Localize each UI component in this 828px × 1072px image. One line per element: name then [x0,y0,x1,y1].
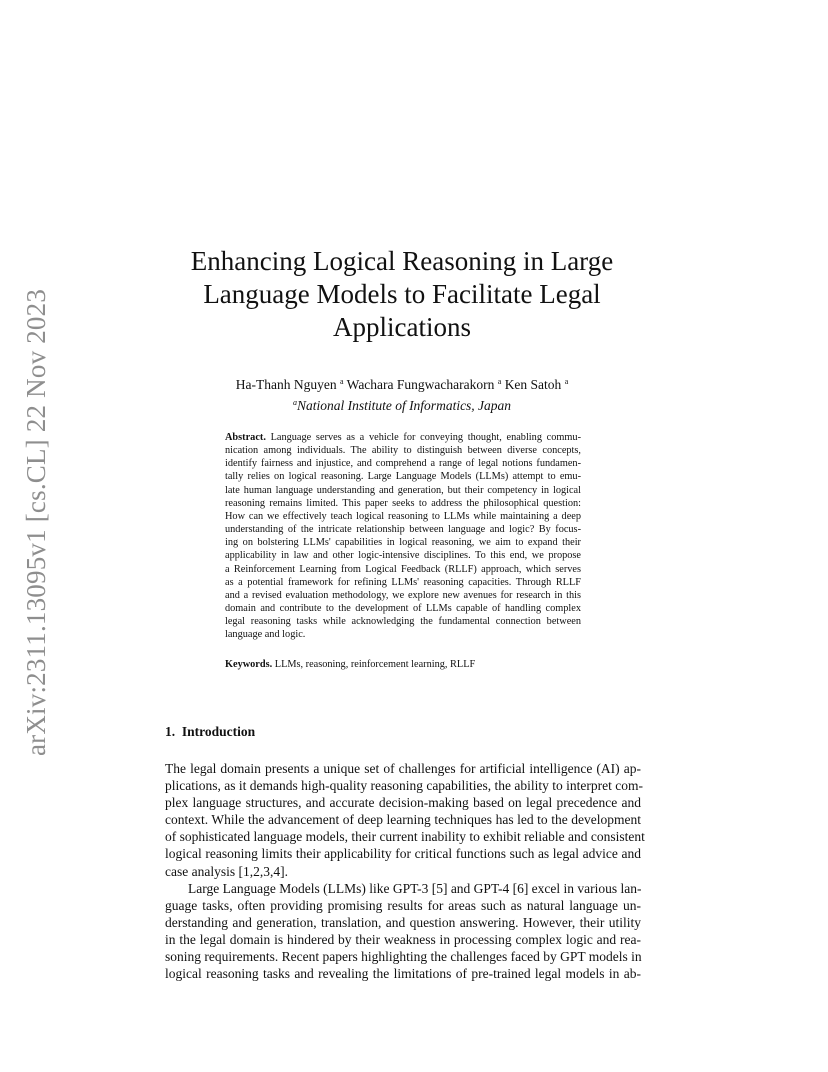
keywords-text: LLMs, reasoning, reinforcement learning, RLLF [274,659,476,670]
abstract-line: How can we effectively teach logical reasoning to LLMs while maintaining a deep [225,510,581,522]
abstract-line: tally relies on logical reasoning. Large Language Models (LLMs) attempt to emu- [225,471,581,483]
keywords [225,658,581,671]
title-line: Applications [333,312,471,342]
arxiv-stamp-text: arXiv:2311.13095v1 [cs.CL] 22 Nov 2023 [21,288,52,756]
author-affiliation-mark: a [339,377,344,386]
affiliation-mark: a [292,398,297,407]
introduction-body [165,760,645,982]
abstract-line: identify fairness and injustice, and comprehend a range of legal notions fundamen- [225,458,581,470]
section-heading [165,724,255,740]
abstract-line: a Reinforcement Learning from Logical Feedback (RLLF) approach, which serves [225,563,581,575]
section-number: 1. [165,724,176,739]
paragraph [165,760,645,880]
body-line: guage tasks, often providing promising results for areas such as natural language un- [165,897,641,913]
abstract-line: understanding of the intricate relationship between language and logic? By focus- [225,524,581,536]
title-line: Language Models to Facilitate Legal [203,279,601,309]
abstract-line: as a potential framework for refining LLMs' reasoning capacities. Through RLLF [225,576,581,588]
body-line: of sophisticated language models, their current inability to exhibit reliable and consistent [165,829,645,845]
abstract [225,431,581,642]
body-line: in the legal domain is hindered by their weakness in processing complex logic and rea- [165,931,641,947]
body-line: The legal domain presents a unique set of challenges for artificial intelligence (AI) ap- [165,761,641,776]
abstract-line: nication among individuals. The ability to distinguish between diverse concepts, [225,445,581,457]
abstract-line: and a revised evaluation methodology, we explore new avenues for research in this [225,589,581,601]
abstract-line: language and logic. [225,629,306,641]
author-affiliation-mark: a [497,377,502,386]
paper-title [140,245,664,344]
body-line: logical reasoning limits their applicability for critical functions such as legal advice and [165,846,641,862]
body-line: context. While the advancement of deep learning techniques has led to the development [165,812,641,828]
body-line: derstanding and generation, translation, and question answering. However, their utility [165,914,641,930]
author-name: Ha-Thanh Nguyen [235,377,337,392]
author-list [140,373,664,393]
affiliation-text: National Institute of Informatics, Japan [296,398,512,413]
body-line: soning requirements. Recent papers highlighting the challenges faced by GPT models in [165,949,642,965]
body-line: plications, as it demands high-quality reasoning capabilities, the ability to interpret com- [165,778,644,794]
body-line: Large Language Models (LLMs) like GPT-3 [5] and GPT-4 [6] excel in various lan- [188,880,642,896]
abstract-line [225,431,581,444]
affiliation [140,394,664,414]
author-name: Ken Satoh [504,377,562,392]
title-line: Enhancing Logical Reasoning in Large [190,246,614,276]
body-line: plex language structures, and accurate decision-making based on legal precedence and [165,795,641,811]
abstract-label: Abstract. [225,432,266,443]
author-name: Wachara Fungwacharakorn [346,377,495,392]
abstract-line: late human language understanding and generation, but their competency in logical [225,484,581,496]
arxiv-identifier-stamp [12,284,62,760]
abstract-line: legal reasoning tasks while acknowledging the fundamental connection between [225,616,581,628]
body-line: logical reasoning tasks and revealing the limitations of pre-trained legal models in ab- [165,966,641,982]
abstract-line: applicability in law and other logic-intensive disciplines. To this end, we propose [225,550,581,562]
abstract-line: reasoning remains limited. This paper seeks to address the philosophical question: [225,497,581,509]
author-affiliation-mark: a [564,377,569,386]
abstract-line: ing on bolstering LLMs' capabilities in logical reasoning, we aim to expand their [225,537,581,549]
abstract-line: domain and contribute to the development of LLMs capable of handling complex [225,603,581,615]
keywords-label: Keywords. [225,659,273,670]
body-line: case analysis [1,2,3,4]. [165,863,288,879]
paragraph [165,880,641,983]
section-title: Introduction [181,724,256,739]
abstract-text: Language serves as a vehicle for conveying thought, enabling commu- [270,432,581,443]
